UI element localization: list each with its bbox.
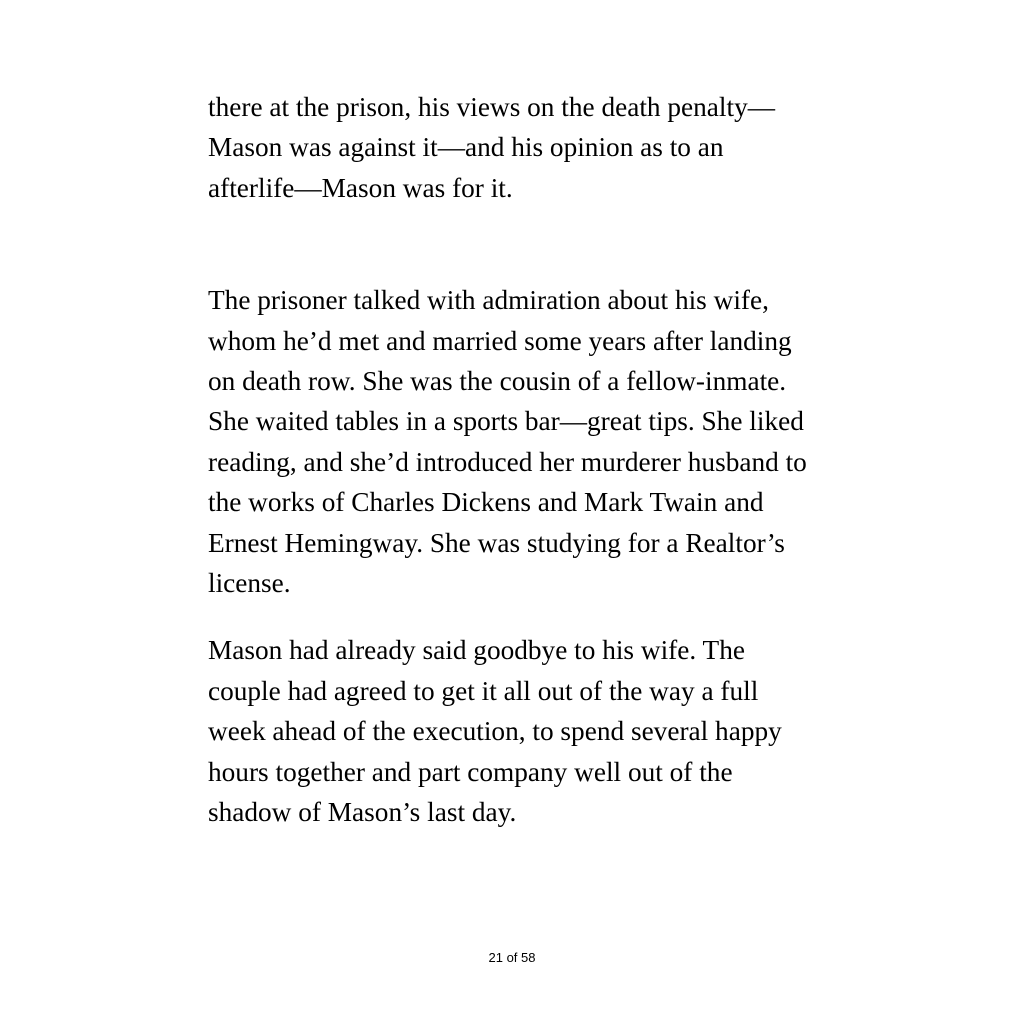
book-text-column — [208, 87, 812, 860]
page-indicator: 21 of 58 — [488, 950, 536, 965]
book-paragraph-1: there at the prison, his views on the death penalty—Mason was against it—and his opinion as to an afterlife—Mason was for it. — [208, 92, 776, 203]
book-paragraph-2: The prisoner talked with admiration about his wife, whom he’d met and married some years after landing on death row. She was the cousin of a fellow-inmate. She waited tables in a sports bar—great tips. She liked reading, and she’d introduced her murderer husband to the works of Charles Dickens and Mark Twain and Ernest Hemingway. She was studying for a Realtor’s license. — [208, 285, 807, 599]
book-paragraph-3: Mason had already said goodbye to his wife. The couple had agreed to get it all out of the way a full week ahead of the execution, to spend several happy hours together and part company well out of the shadow of Mason’s last day. — [208, 635, 782, 828]
